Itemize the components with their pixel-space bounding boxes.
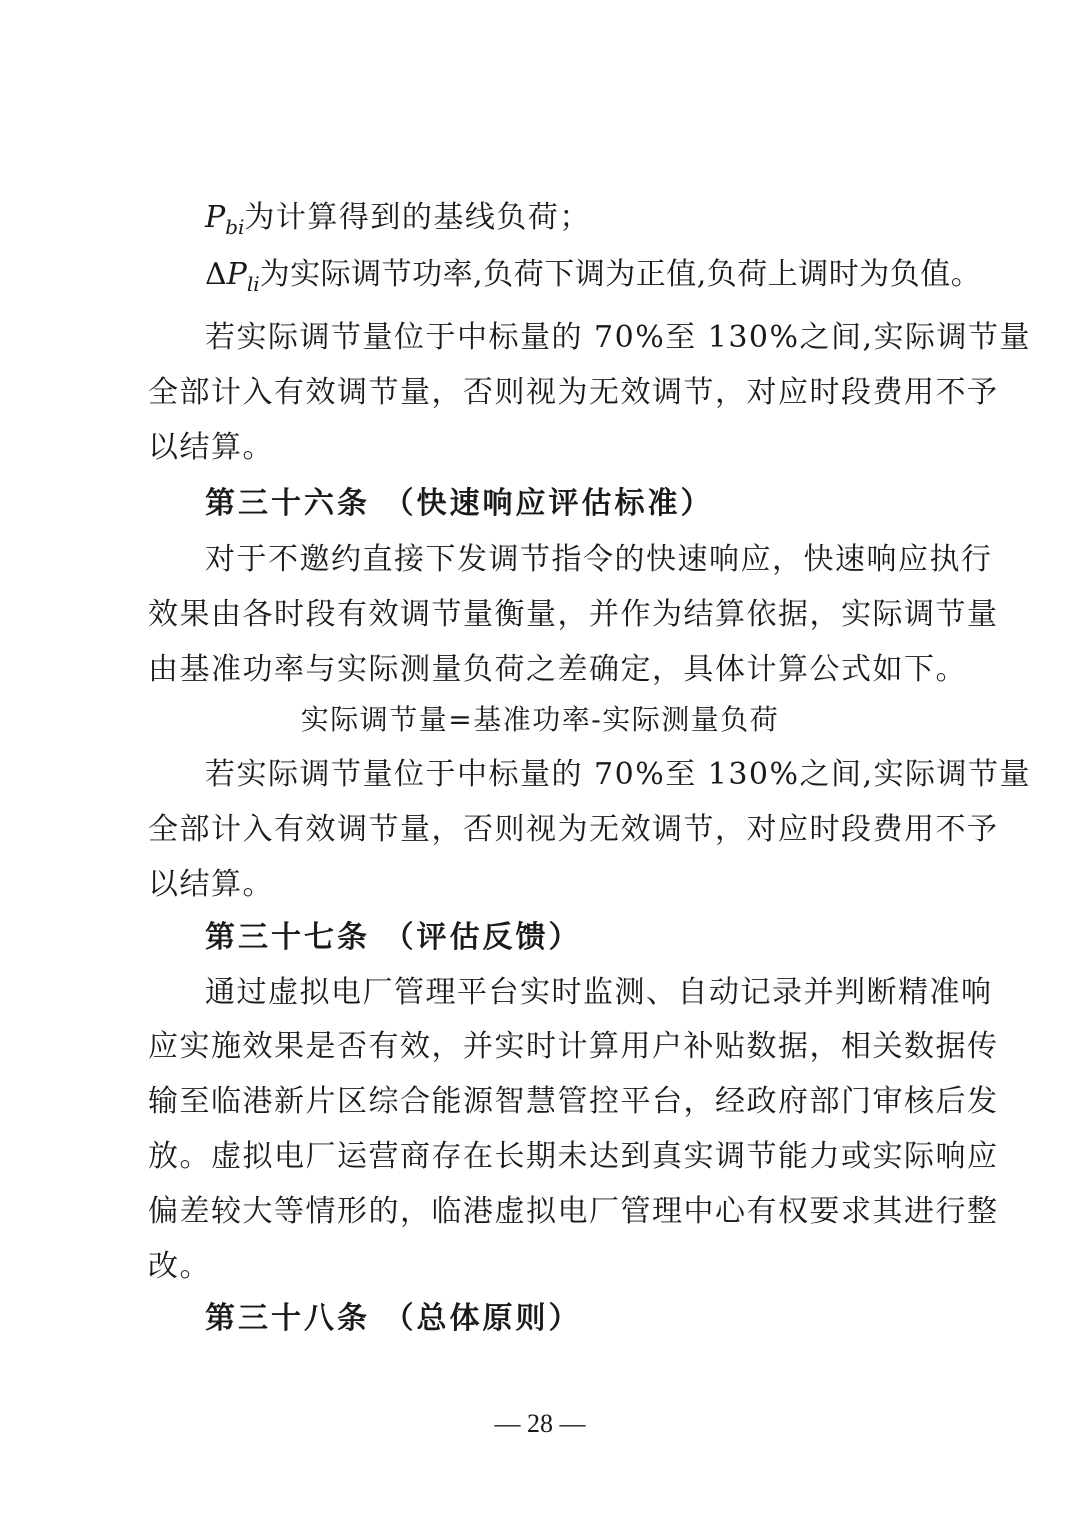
article-heading-36: 第三十六条 （快速响应评估标准） <box>205 486 714 521</box>
math-symbol: $\Delta P_{li}$ <box>205 257 260 296</box>
paragraph-line: 对于不邀约直接下发调节指令的快速响应，快速响应执行 <box>205 542 993 577</box>
article-heading-38: 第三十八条 （总体原则） <box>205 1301 582 1336</box>
article-heading-37: 第三十七条 （评估反馈） <box>205 920 582 955</box>
calculation-formula: 实际调节量=基准功率-实际测量负荷 <box>300 703 780 736</box>
paragraph-line: 全部计入有效调节量，否则视为无效调节，对应时段费用不予 <box>148 375 999 410</box>
paragraph-line: 通过虚拟电厂管理平台实时监测、自动记录并判断精准响 <box>205 975 993 1010</box>
paragraph-line: 偏差较大等情形的，临港虚拟电厂管理中心有权要求其进行整 <box>148 1194 999 1229</box>
paragraph-line: 以结算。 <box>148 430 274 465</box>
paragraph-line: 若实际调节量位于中标量的 70%至 130%之间,实际调节量 <box>205 320 1032 355</box>
paragraph-line: 效果由各时段有效调节量衡量，并作为结算依据，实际调节量 <box>148 597 999 632</box>
paragraph-line: 全部计入有效调节量，否则视为无效调节，对应时段费用不予 <box>148 812 999 847</box>
formula-definition-pbi <box>205 198 938 247</box>
formula-definition-delta-pli <box>205 255 982 304</box>
paragraph-line: 若实际调节量位于中标量的 70%至 130%之间,实际调节量 <box>205 757 1032 792</box>
paragraph-line: 放。虚拟电厂运营商存在长期未达到真实调节能力或实际响应 <box>148 1139 999 1174</box>
page-number: — 28 — <box>494 1409 586 1438</box>
paragraph-line: 输至临港新片区综合能源智慧管控平台，经政府部门审核后发 <box>148 1084 999 1119</box>
paragraph-line: 以结算。 <box>148 867 274 902</box>
paragraph-line: 应实施效果是否有效，并实时计算用户补贴数据，相关数据传 <box>148 1029 999 1064</box>
definition-text: 为计算得到的基线负荷； <box>244 200 591 235</box>
paragraph-line: 改。 <box>148 1249 211 1284</box>
math-symbol: $P_{bi}$ <box>205 200 245 239</box>
definition-text: 为实际调节功率,负荷下调为正值,负荷上调时为负值。 <box>259 257 982 292</box>
paragraph-line: 由基准功率与实际测量负荷之差确定，具体计算公式如下。 <box>148 652 967 687</box>
